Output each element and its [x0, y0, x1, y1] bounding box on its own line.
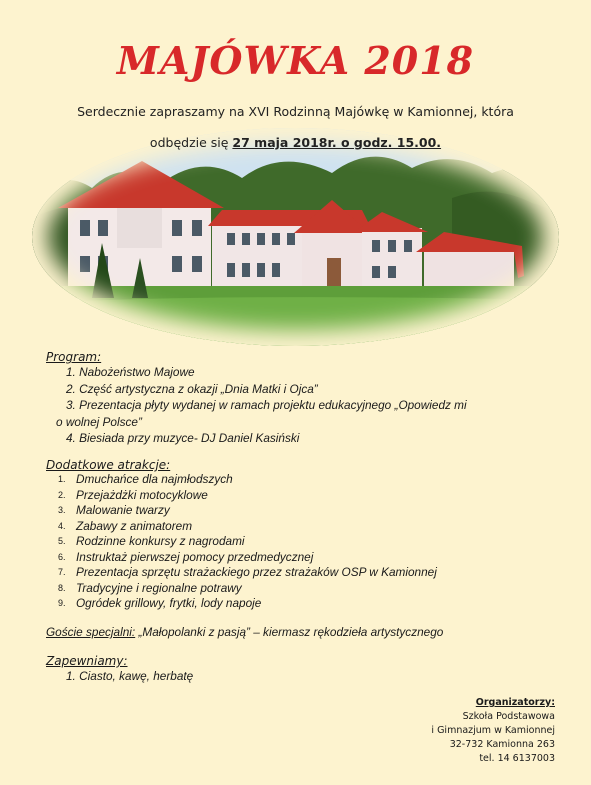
- list-number: 8.: [58, 582, 66, 593]
- intro-line-1: Serdecznie zapraszamy na XVI Rodzinną Majówkę w Kamionnej, która: [77, 104, 514, 119]
- list-item: [46, 550, 437, 566]
- list-number: 1.: [58, 474, 66, 484]
- list-text: Malowanie twarzy: [76, 503, 170, 517]
- list-number: 2.: [58, 489, 66, 500]
- program-item: o wolnej Polsce”: [56, 414, 142, 429]
- organizers-line: 32-732 Kamionna 263: [449, 739, 555, 750]
- list-number: 7.: [58, 567, 66, 577]
- organizers-heading: Organizatorzy:: [475, 697, 555, 708]
- program-item: 4. Biesiada przy muzyce- DJ Daniel Kasiński: [66, 431, 300, 445]
- list-text: Zabawy z animatorem: [76, 518, 193, 533]
- list-item: [46, 472, 437, 488]
- list-item: [46, 488, 437, 504]
- list-number: 4.: [58, 520, 66, 531]
- list-number: 6.: [58, 551, 66, 562]
- list-text: Przejażdżki motocyklowe: [76, 487, 208, 502]
- organizers-line: i Gimnazjum w Kamionnej: [431, 725, 555, 736]
- extras-list: [46, 472, 437, 612]
- program-heading: Program:: [46, 350, 102, 364]
- organizers-block: [431, 696, 555, 766]
- intro-line-2: [20, 135, 571, 150]
- list-text: Tradycyjne i regionalne potrawy: [76, 580, 242, 595]
- program-section: [46, 350, 467, 447]
- provide-heading: Zapewniamy:: [46, 654, 128, 668]
- list-number: 3.: [58, 505, 66, 515]
- program-item: 2. Część artystyczna z okazji „Dnia Matki i Ojca”: [66, 381, 318, 396]
- extras-heading: Dodatkowe atrakcje:: [46, 458, 171, 472]
- list-text: Dmuchańce dla najmłodszych: [76, 472, 233, 486]
- list-item: [46, 503, 437, 519]
- list-text: Instruktaż pierwszej pomocy przedmedycznej: [76, 549, 314, 564]
- organizers-line: tel. 14 6137003: [479, 753, 555, 764]
- school-building-photo: [32, 128, 559, 346]
- program-item: 1. Nabożeństwo Majowe: [66, 365, 195, 379]
- list-text: Rodzinne konkursy z nagrodami: [76, 534, 245, 548]
- list-text: Prezentacja sprzętu strażackiego przez strażaków OSP w Kamionnej: [76, 565, 437, 579]
- special-guests-label: Goście specjalni:: [46, 625, 136, 639]
- list-number: 5.: [58, 536, 66, 546]
- list-item: [46, 534, 437, 550]
- list-item: [46, 581, 437, 597]
- event-date: 27 maja 2018r. o godz. 15.00.: [232, 135, 442, 150]
- program-item: 3. Prezentacja płyty wydanej w ramach projektu edukacyjnego „Opowiedz mi: [66, 398, 467, 412]
- program-list: [46, 364, 467, 447]
- provide-list: [46, 668, 193, 685]
- provide-section: [46, 654, 193, 685]
- list-text: Ogródek grillowy, frytki, lody napoje: [76, 596, 262, 610]
- poster-title: MAJÓWKA 2018: [116, 38, 475, 83]
- list-item: [46, 519, 437, 535]
- list-item: [46, 596, 437, 612]
- intro-line-2-prefix: odbędzie się: [149, 135, 233, 150]
- special-guests-text: „Małopolanki z pasją” – kiermasz rękodzieła artystycznego: [135, 625, 444, 639]
- list-number: 9.: [58, 598, 66, 608]
- extras-section: [46, 458, 437, 612]
- list-item: [46, 565, 437, 581]
- organizers-line: Szkoła Podstawowa: [462, 711, 555, 722]
- provide-item: 1. Ciasto, kawę, herbatę: [66, 669, 194, 683]
- special-guests: [46, 625, 443, 639]
